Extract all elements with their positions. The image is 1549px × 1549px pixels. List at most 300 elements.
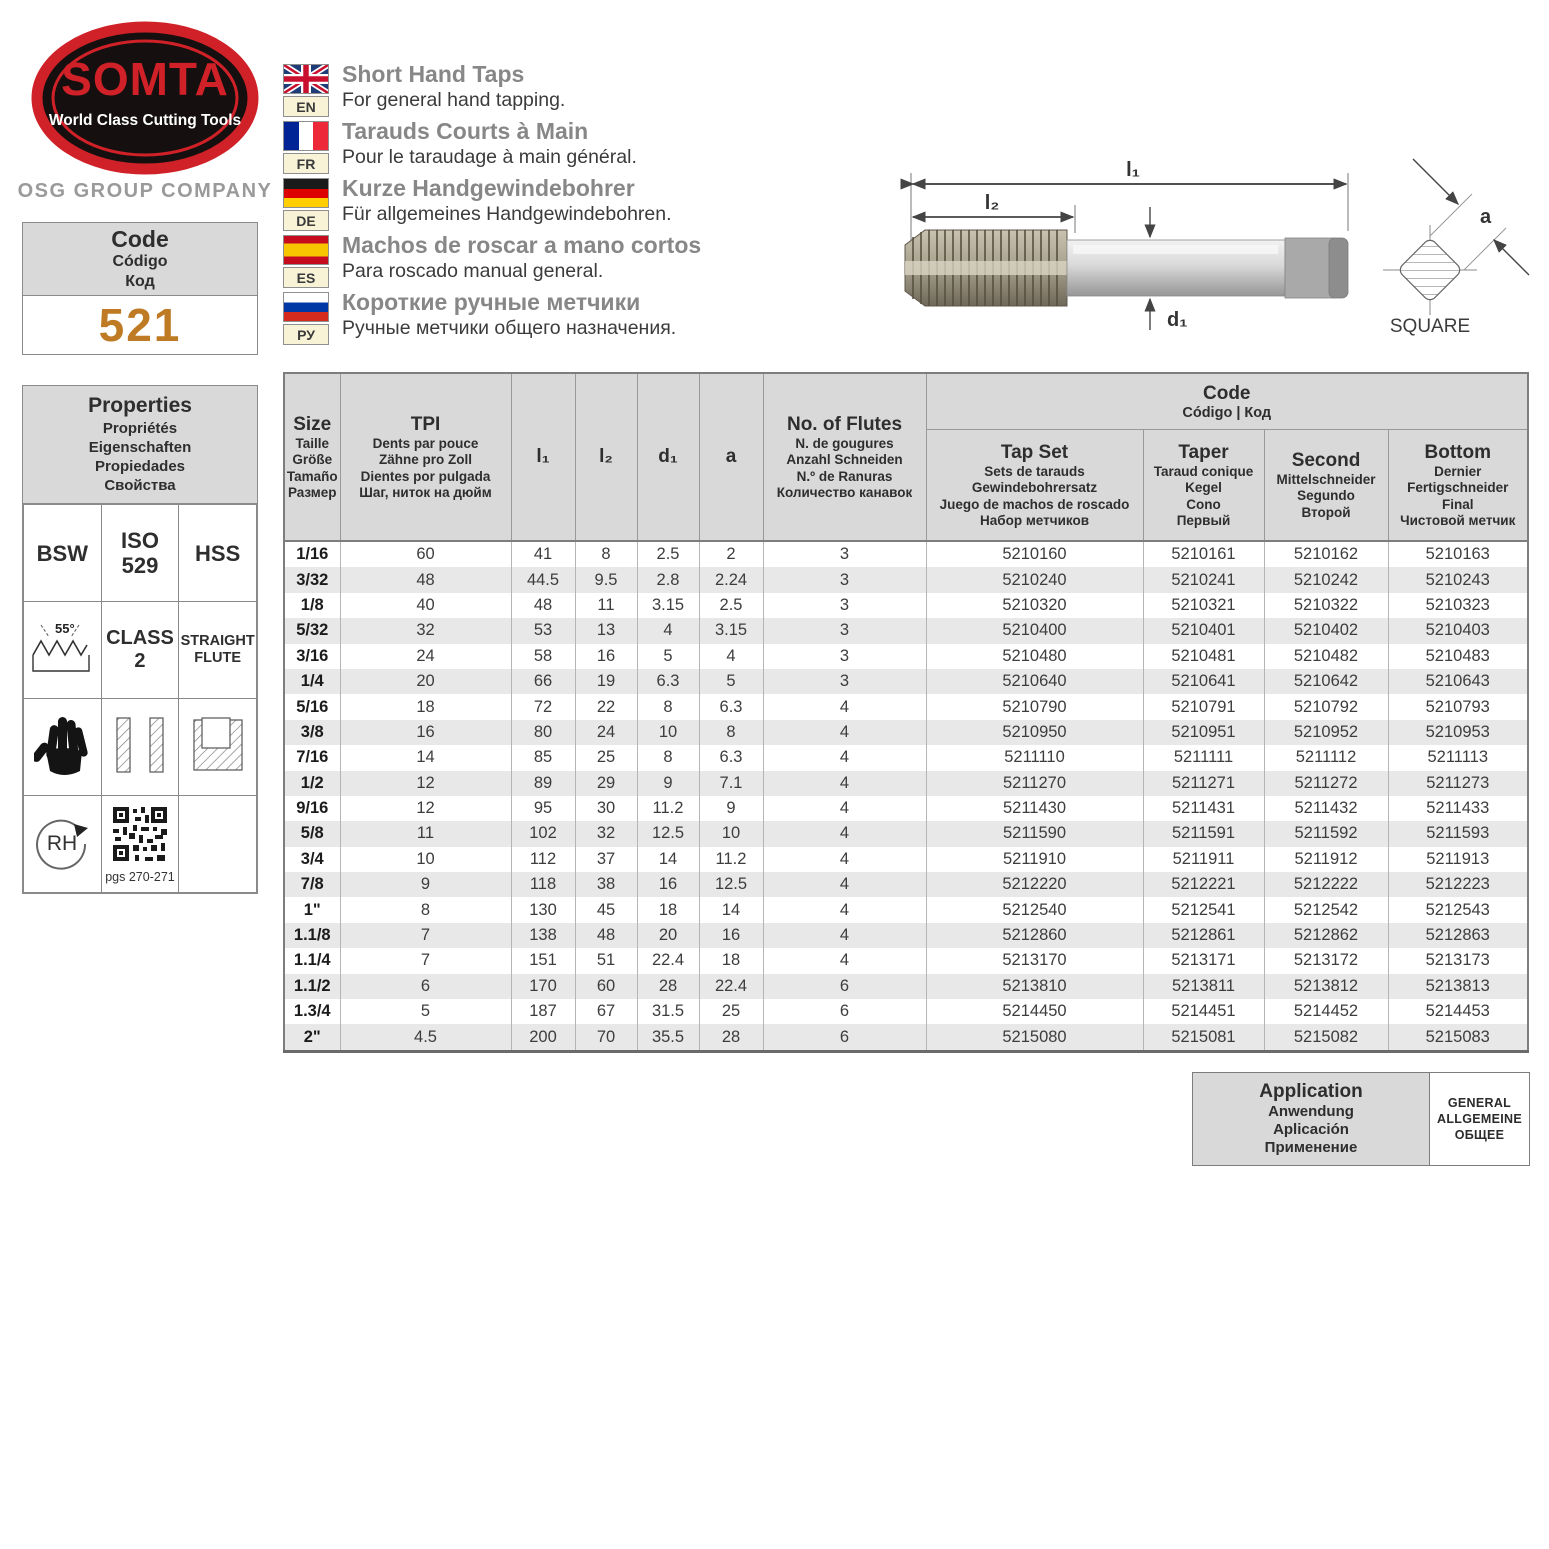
lang-subtitle-en: For general hand tapping.: [342, 89, 566, 111]
size-cell: 5/16: [284, 694, 340, 719]
l1-cell: 72: [511, 694, 575, 719]
d1-header: d₁: [637, 373, 699, 541]
second-code-cell: 5211272: [1264, 771, 1388, 796]
flutes-cell: 6: [763, 974, 926, 999]
square-section-label: SQUARE: [1389, 316, 1471, 337]
flutes-cell: 3: [763, 669, 926, 694]
properties-title-ru: Свойства: [104, 477, 176, 494]
second-code-cell: 5212542: [1264, 897, 1388, 922]
bottom-code-cell: 5213173: [1388, 948, 1528, 973]
l1-cell: 53: [511, 618, 575, 643]
tpi-cell: 12: [340, 771, 511, 796]
l2-cell: 32: [575, 821, 637, 846]
size-cell: 1.1/4: [284, 948, 340, 973]
tap-set-code-cell: 5210950: [926, 720, 1143, 745]
iso-standard-cell: ISO 529: [101, 505, 179, 602]
logo-tagline: World Class Cutting Tools: [48, 112, 242, 129]
second-header: Second Mittelschneider Segundo Второй: [1264, 430, 1388, 542]
second-code-cell: 5210482: [1264, 644, 1388, 669]
l2-cell: 22: [575, 694, 637, 719]
size-cell: 1/2: [284, 771, 340, 796]
l1-cell: 151: [511, 948, 575, 973]
glove-icon: [34, 713, 90, 777]
flutes-cell: 4: [763, 847, 926, 872]
taper-code-cell: 5211591: [1143, 821, 1264, 846]
size-cell: 5/8: [284, 821, 340, 846]
l2-cell: 9.5: [575, 567, 637, 592]
l1-cell: 85: [511, 745, 575, 770]
somta-logo: [30, 20, 260, 178]
properties-title-de: Eigenschaften: [88, 439, 192, 456]
application-value: GENERAL ALLGEMEINE ОБЩЕЕ: [1437, 1096, 1522, 1142]
uk-flag-icon: [283, 64, 329, 94]
flutes-cell: 3: [763, 618, 926, 643]
size-cell: 1.1/2: [284, 974, 340, 999]
lang-row-es: [283, 232, 923, 291]
dim-a-label: a: [1480, 206, 1492, 228]
bottom-code-cell: 5210643: [1388, 669, 1528, 694]
bottom-code-cell: 5211433: [1388, 796, 1528, 821]
properties-title-fr: Propriétés: [102, 420, 178, 437]
taper-code-cell: 5210481: [1143, 644, 1264, 669]
bottom-code-cell: 5211913: [1388, 847, 1528, 872]
dim-l1-label: l₁: [1126, 159, 1140, 181]
tpi-cell: 7: [340, 948, 511, 973]
d1-cell: 14: [637, 847, 699, 872]
lang-tag-en: EN: [283, 96, 329, 117]
lang-title-en: Short Hand Taps: [342, 61, 525, 87]
material-cell: HSS: [179, 505, 257, 602]
right-hand-icon: [30, 810, 94, 874]
table-row: [284, 847, 1528, 872]
lang-tag-es: ES: [283, 267, 329, 288]
a-cell: 16: [699, 923, 763, 948]
code-box: [22, 222, 258, 355]
l2-cell: 8: [575, 541, 637, 567]
l2-cell: 70: [575, 1024, 637, 1051]
second-code-cell: 5213812: [1264, 974, 1388, 999]
second-code-cell: 5214452: [1264, 999, 1388, 1024]
tap-set-code-cell: 5210790: [926, 694, 1143, 719]
lang-tag-ru: РУ: [283, 324, 329, 345]
company-line: OSG GROUP COMPANY: [17, 180, 273, 202]
l2-cell: 11: [575, 593, 637, 618]
l1-cell: 102: [511, 821, 575, 846]
lang-title-de: Kurze Handgewindebohrer: [342, 175, 635, 201]
tap-set-code-cell: 5211270: [926, 771, 1143, 796]
a-cell: 4: [699, 644, 763, 669]
a-cell: 6.3: [699, 694, 763, 719]
taper-code-cell: 5210401: [1143, 618, 1264, 643]
tap-set-code-cell: 5211110: [926, 745, 1143, 770]
tap-set-code-cell: 5210400: [926, 618, 1143, 643]
taper-code-cell: 5215081: [1143, 1024, 1264, 1051]
bottom-code-cell: 5210483: [1388, 644, 1528, 669]
tap-set-code-cell: 5213170: [926, 948, 1143, 973]
tpi-cell: 40: [340, 593, 511, 618]
table-row: [284, 745, 1528, 770]
tpi-cell: 32: [340, 618, 511, 643]
taper-code-cell: 5212221: [1143, 872, 1264, 897]
l2-cell: 38: [575, 872, 637, 897]
a-cell: 14: [699, 897, 763, 922]
flutes-cell: 3: [763, 541, 926, 567]
taper-code-cell: 5210641: [1143, 669, 1264, 694]
a-cell: 2.24: [699, 567, 763, 592]
properties-header: [23, 386, 257, 504]
bottom-code-cell: 5210323: [1388, 593, 1528, 618]
size-cell: 7/8: [284, 872, 340, 897]
l1-cell: 112: [511, 847, 575, 872]
d1-cell: 9: [637, 771, 699, 796]
l2-cell: 19: [575, 669, 637, 694]
table-row: [284, 720, 1528, 745]
bottom-code-cell: 5211273: [1388, 771, 1528, 796]
table-row: [284, 567, 1528, 592]
tap-set-code-cell: 5211910: [926, 847, 1143, 872]
lang-title-es: Machos de roscar a mano cortos: [342, 232, 702, 258]
dim-d1-label: d₁: [1167, 309, 1188, 331]
a-cell: 2.5: [699, 593, 763, 618]
d1-cell: 18: [637, 897, 699, 922]
second-code-cell: 5211432: [1264, 796, 1388, 821]
tpi-cell: 4.5: [340, 1024, 511, 1051]
tpi-cell: 6: [340, 974, 511, 999]
tpi-cell: 24: [340, 644, 511, 669]
l1-cell: 89: [511, 771, 575, 796]
d1-cell: 20: [637, 923, 699, 948]
a-cell: 5: [699, 669, 763, 694]
tpi-cell: 60: [340, 541, 511, 567]
table-row: [284, 821, 1528, 846]
taper-code-cell: 5210791: [1143, 694, 1264, 719]
l1-cell: 200: [511, 1024, 575, 1051]
lang-row-fr: [283, 118, 923, 177]
l2-cell: 45: [575, 897, 637, 922]
tap-set-code-cell: 5210640: [926, 669, 1143, 694]
size-cell: 3/8: [284, 720, 340, 745]
second-code-cell: 5210642: [1264, 669, 1388, 694]
l1-header: l₁: [511, 373, 575, 541]
second-code-cell: 5210162: [1264, 541, 1388, 567]
tap-set-code-cell: 5214450: [926, 999, 1143, 1024]
taper-code-cell: 5210951: [1143, 720, 1264, 745]
second-code-cell: 5210792: [1264, 694, 1388, 719]
table-row: [284, 923, 1528, 948]
lang-tag-fr: FR: [283, 153, 329, 174]
application-box: [1192, 1072, 1530, 1166]
spain-flag-icon: [283, 235, 329, 265]
flutes-cell: 6: [763, 1024, 926, 1051]
size-cell: 5/32: [284, 618, 340, 643]
bottom-code-cell: 5210163: [1388, 541, 1528, 567]
d1-cell: 3.15: [637, 593, 699, 618]
bottom-code-cell: 5211113: [1388, 745, 1528, 770]
l2-cell: 37: [575, 847, 637, 872]
a-header: a: [699, 373, 763, 541]
second-code-cell: 5212862: [1264, 923, 1388, 948]
taper-code-cell: 5210161: [1143, 541, 1264, 567]
properties-title: Properties: [88, 394, 192, 417]
lang-title-ru: Короткие ручные метчики: [342, 289, 641, 315]
size-cell: 3/32: [284, 567, 340, 592]
table-row: [284, 771, 1528, 796]
l2-cell: 30: [575, 796, 637, 821]
a-cell: 2: [699, 541, 763, 567]
size-cell: 3/4: [284, 847, 340, 872]
size-cell: 1.3/4: [284, 999, 340, 1024]
d1-cell: 8: [637, 745, 699, 770]
lang-subtitle-de: Für allgemeines Handgewindebohren.: [342, 203, 672, 225]
a-cell: 11.2: [699, 847, 763, 872]
second-code-cell: 5211592: [1264, 821, 1388, 846]
l1-cell: 170: [511, 974, 575, 999]
table-row: [284, 948, 1528, 973]
tpi-cell: 10: [340, 847, 511, 872]
bottom-code-cell: 5210243: [1388, 567, 1528, 592]
tpi-cell: 12: [340, 796, 511, 821]
tpi-header: TPI Dents par pouce Zähne pro Zoll Dientes por pulgada Шаг, ниток на дюйм: [340, 373, 511, 541]
d1-cell: 16: [637, 872, 699, 897]
table-row: [284, 796, 1528, 821]
l2-cell: 51: [575, 948, 637, 973]
a-cell: 25: [699, 999, 763, 1024]
l1-cell: 66: [511, 669, 575, 694]
bottom-code-cell: 5210403: [1388, 618, 1528, 643]
flutes-header: No. of Flutes N. de gougures Anzahl Schneiden N.º de Ranuras Количество канавок: [763, 373, 926, 541]
hand-tapping-cell: [24, 699, 102, 796]
d1-cell: 2.8: [637, 567, 699, 592]
a-cell: 12.5: [699, 872, 763, 897]
size-cell: 1/4: [284, 669, 340, 694]
size-cell: 1.1/8: [284, 923, 340, 948]
table-row: [284, 593, 1528, 618]
bottom-code-cell: 5215083: [1388, 1024, 1528, 1051]
size-cell: 1": [284, 897, 340, 922]
thread-profile-icon: [29, 619, 95, 677]
flutes-cell: 4: [763, 821, 926, 846]
flutes-cell: 4: [763, 923, 926, 948]
l1-cell: 48: [511, 593, 575, 618]
second-code-cell: 5213172: [1264, 948, 1388, 973]
tpi-cell: 16: [340, 720, 511, 745]
dim-l2-label: l₂: [984, 192, 1000, 214]
code-subtitle-ru: Код: [125, 272, 155, 290]
tap-set-code-cell: 5210240: [926, 567, 1143, 592]
a-cell: 18: [699, 948, 763, 973]
table-row: [284, 872, 1528, 897]
d1-cell: 12.5: [637, 821, 699, 846]
second-code-cell: 5215082: [1264, 1024, 1388, 1051]
d1-cell: 4: [637, 618, 699, 643]
taper-code-cell: 5212541: [1143, 897, 1264, 922]
tap-set-code-cell: 5215080: [926, 1024, 1143, 1051]
table-row: [284, 974, 1528, 999]
d1-cell: 8: [637, 694, 699, 719]
germany-flag-icon: [283, 178, 329, 208]
l2-cell: 67: [575, 999, 637, 1024]
qr-caption: pgs 270-271: [105, 869, 175, 884]
a-cell: 10: [699, 821, 763, 846]
a-cell: 9: [699, 796, 763, 821]
code-subtitle-es: Código: [112, 252, 168, 270]
somta-logo-icon: [30, 20, 260, 178]
l2-cell: 13: [575, 618, 637, 643]
size-cell: 3/16: [284, 644, 340, 669]
d1-cell: 31.5: [637, 999, 699, 1024]
tpi-cell: 9: [340, 872, 511, 897]
d1-cell: 10: [637, 720, 699, 745]
tap-set-code-cell: 5211590: [926, 821, 1143, 846]
d1-cell: 6.3: [637, 669, 699, 694]
d1-cell: 22.4: [637, 948, 699, 973]
second-code-cell: 5210322: [1264, 593, 1388, 618]
size-cell: 1/8: [284, 593, 340, 618]
lang-row-ru: [283, 289, 923, 348]
properties-box: [22, 385, 258, 894]
flutes-cell: 3: [763, 567, 926, 592]
second-code-cell: 5211112: [1264, 745, 1388, 770]
table-row: [284, 897, 1528, 922]
tpi-cell: 5: [340, 999, 511, 1024]
size-cell: 7/16: [284, 745, 340, 770]
tap-set-code-cell: 5213810: [926, 974, 1143, 999]
l1-cell: 41: [511, 541, 575, 567]
tpi-cell: 14: [340, 745, 511, 770]
table-row: [284, 541, 1528, 567]
flutes-cell: 4: [763, 796, 926, 821]
taper-code-cell: 5210321: [1143, 593, 1264, 618]
thread-form-cell: BSW: [24, 505, 102, 602]
table-row: [284, 669, 1528, 694]
tpi-cell: 20: [340, 669, 511, 694]
size-cell: 9/16: [284, 796, 340, 821]
logo-wordmark: SOMTA: [61, 53, 229, 105]
qr-code-icon: [111, 805, 169, 863]
svg-text:RH: RH: [47, 831, 78, 855]
svg-text:55°: 55°: [55, 620, 75, 636]
taper-code-cell: 5213171: [1143, 948, 1264, 973]
lang-subtitle-es: Para roscado manual general.: [342, 260, 604, 282]
tpi-cell: 18: [340, 694, 511, 719]
l1-cell: 130: [511, 897, 575, 922]
blind-hole-cell: [179, 699, 257, 796]
taper-code-cell: 5210241: [1143, 567, 1264, 592]
size-cell: 2": [284, 1024, 340, 1051]
second-code-cell: 5211912: [1264, 847, 1388, 872]
application-title: Application: [1259, 1081, 1363, 1102]
tpi-cell: 11: [340, 821, 511, 846]
properties-title-es: Propiedades: [94, 458, 186, 475]
hand-direction-cell: [24, 796, 102, 893]
a-cell: 6.3: [699, 745, 763, 770]
bottom-header: Bottom Dernier Fertigschneider Final Чистовой метчик: [1388, 430, 1528, 542]
bottom-code-cell: 5210953: [1388, 720, 1528, 745]
code-box-header: [23, 223, 257, 296]
france-flag-icon: [283, 121, 329, 151]
russia-flag-icon: [283, 292, 329, 322]
tap-set-code-cell: 5212220: [926, 872, 1143, 897]
lang-tag-de: DE: [283, 210, 329, 231]
application-header: Application Anwendung Aplicación Применение: [1193, 1073, 1430, 1165]
taper-code-cell: 5213811: [1143, 974, 1264, 999]
d1-cell: 2.5: [637, 541, 699, 567]
flutes-cell: 3: [763, 593, 926, 618]
code-value: 521: [98, 299, 182, 351]
flutes-cell: 3: [763, 644, 926, 669]
tap-set-code-cell: 5210160: [926, 541, 1143, 567]
table-row: [284, 694, 1528, 719]
tap-set-code-cell: 5211430: [926, 796, 1143, 821]
d1-cell: 11.2: [637, 796, 699, 821]
tpi-cell: 7: [340, 923, 511, 948]
tap-dimension-diagram: [895, 133, 1549, 348]
a-cell: 7.1: [699, 771, 763, 796]
qr-cell: [101, 796, 179, 893]
l2-cell: 25: [575, 745, 637, 770]
a-cell: 8: [699, 720, 763, 745]
lang-subtitle-fr: Pour le taraudage à main général.: [342, 146, 637, 168]
l2-cell: 16: [575, 644, 637, 669]
spec-table-body: [284, 541, 1528, 1051]
table-row: [284, 999, 1528, 1024]
taper-code-cell: 5211431: [1143, 796, 1264, 821]
lang-subtitle-ru: Ручные метчики общего назначения.: [342, 317, 677, 339]
flutes-cell: 4: [763, 872, 926, 897]
a-cell: 3.15: [699, 618, 763, 643]
l1-cell: 138: [511, 923, 575, 948]
flutes-cell: 6: [763, 999, 926, 1024]
l2-cell: 29: [575, 771, 637, 796]
l2-header: l₂: [575, 373, 637, 541]
flutes-cell: 4: [763, 720, 926, 745]
l1-cell: 118: [511, 872, 575, 897]
l2-cell: 60: [575, 974, 637, 999]
code-group-header: Code Código | Код: [926, 373, 1528, 430]
tap-set-code-cell: 5210320: [926, 593, 1143, 618]
taper-code-cell: 5211271: [1143, 771, 1264, 796]
bottom-code-cell: 5210793: [1388, 694, 1528, 719]
flute-type-cell: STRAIGHT FLUTE: [179, 602, 257, 699]
thread-angle-cell: [24, 602, 102, 699]
taper-header: Taper Taraud conique Kegel Cono Первый: [1143, 430, 1264, 542]
flutes-cell: 4: [763, 745, 926, 770]
bottom-code-cell: 5212863: [1388, 923, 1528, 948]
bottom-code-cell: 5212223: [1388, 872, 1528, 897]
lang-title-fr: Tarauds Courts à Main: [342, 118, 589, 144]
tpi-cell: 48: [340, 567, 511, 592]
l1-cell: 44.5: [511, 567, 575, 592]
tap-drawing-icon: [895, 133, 1549, 348]
size-cell: 1/16: [284, 541, 340, 567]
class-cell: CLASS 2: [101, 602, 179, 699]
second-code-cell: 5212222: [1264, 872, 1388, 897]
d1-cell: 5: [637, 644, 699, 669]
second-code-cell: 5210402: [1264, 618, 1388, 643]
empty-cell: [179, 796, 257, 893]
blind-hole-icon: [190, 716, 246, 774]
size-header: Size Taille Größe Tamaño Размер: [284, 373, 340, 541]
taper-code-cell: 5211111: [1143, 745, 1264, 770]
l1-cell: 58: [511, 644, 575, 669]
through-hole-icon: [113, 714, 167, 776]
code-title: Code: [111, 225, 169, 252]
l2-cell: 48: [575, 923, 637, 948]
second-code-cell: 5210952: [1264, 720, 1388, 745]
lang-row-de: [283, 175, 923, 234]
table-row: [284, 1024, 1528, 1051]
tap-set-header: Tap Set Sets de tarauds Gewindebohrersatz Juego de machos de roscado Набор метчиков: [926, 430, 1143, 542]
